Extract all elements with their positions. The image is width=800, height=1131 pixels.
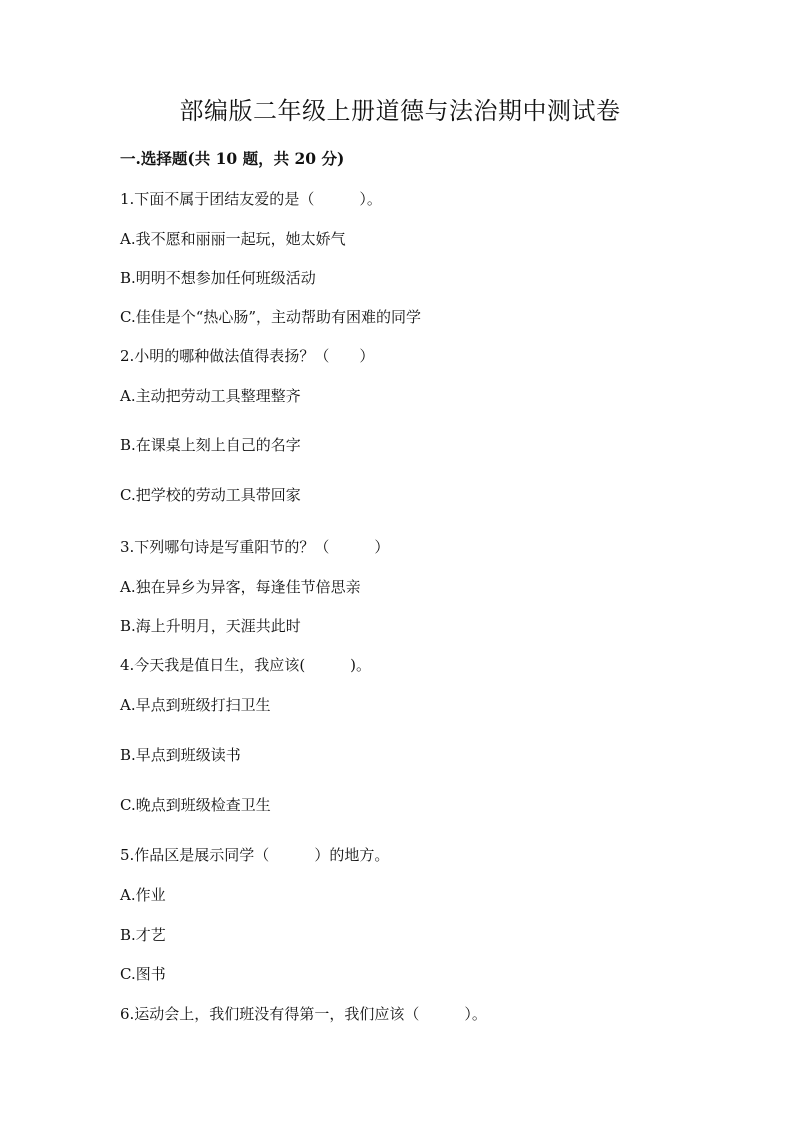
question-2-option-b: B.在课桌上刻上自己的名字 [120,436,301,454]
question-1-stem: 1.下面不属于团结友爱的是（ ）。 [120,190,382,208]
question-3-option-b: B.海上升明月，天涯共此时 [120,617,301,635]
question-6-stem: 6.运动会上，我们班没有得第一，我们应该（ ）。 [120,1005,487,1023]
question-2-stem: 2.小明的哪种做法值得表扬？（ ） [120,347,375,365]
question-4-option-b: B.早点到班级读书 [120,746,241,764]
question-1-option-a: A.我不愿和丽丽一起玩，她太娇气 [120,230,346,248]
question-1-option-c: C.佳佳是个“热心肠”，主动帮助有困难的同学 [120,308,422,326]
question-4-stem: 4.今天我是值日生，我应该( )。 [120,656,372,674]
question-4-option-a: A.早点到班级打扫卫生 [120,696,271,714]
question-5-option-c: C.图书 [120,965,166,983]
question-3-option-a: A.独在异乡为异客，每逢佳节倍思亲 [120,578,361,596]
question-3-stem: 3.下列哪句诗是写重阳节的？（ ） [120,538,390,556]
question-5-stem: 5.作品区是展示同学（ ）的地方。 [120,846,390,864]
question-4-option-c: C.晚点到班级检查卫生 [120,796,271,814]
question-2-option-c: C.把学校的劳动工具带回家 [120,486,301,504]
question-1-option-b: B.明明不想参加任何班级活动 [120,269,316,287]
question-5-option-a: A.作业 [120,886,166,904]
section-heading: 一.选择题(共 10 题，共 20 分) [120,149,345,168]
question-2-option-a: A.主动把劳动工具整理整齐 [120,387,301,405]
page-title: 部编版二年级上册道德与法治期中测试卷 [179,97,621,125]
question-5-option-b: B.才艺 [120,926,166,944]
